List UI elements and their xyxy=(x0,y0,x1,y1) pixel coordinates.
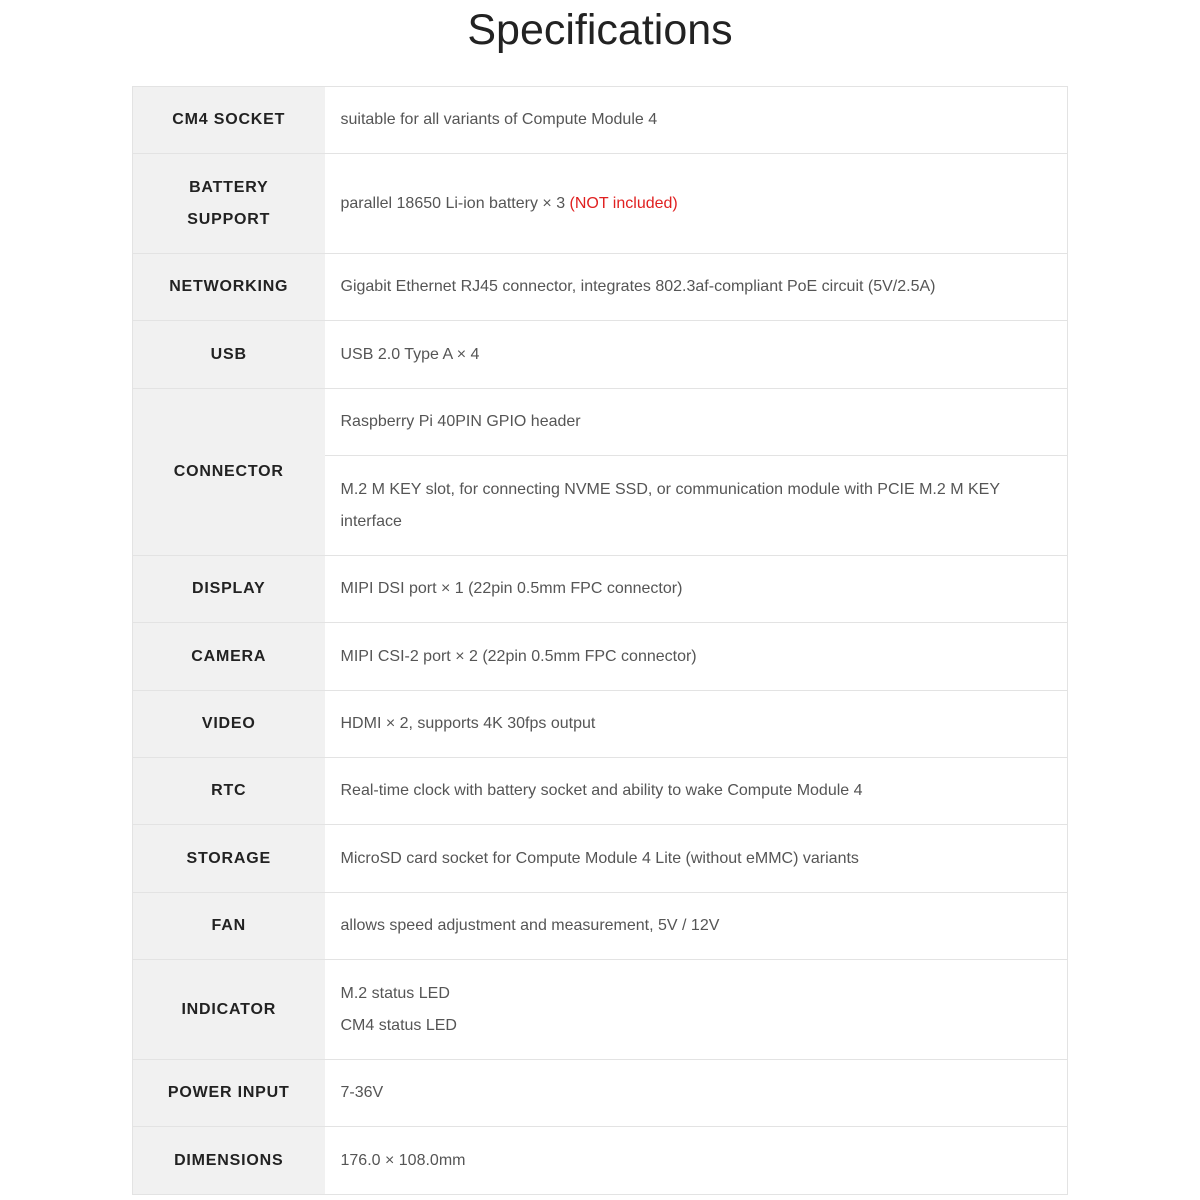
row-value xyxy=(325,154,1068,254)
page-title: Specifications xyxy=(467,6,733,54)
row-label: CM4 SOCKET xyxy=(133,87,325,154)
row-label: CAMERA xyxy=(133,623,325,691)
table-row xyxy=(133,389,1068,456)
row-value: MicroSD card socket for Compute Module 4 Lite (without eMMC) variants xyxy=(325,825,1068,893)
table-row xyxy=(133,960,1068,1060)
row-value: MIPI DSI port × 1 (22pin 0.5mm FPC connector) xyxy=(325,556,1068,623)
row-label: POWER INPUT xyxy=(133,1060,325,1127)
row-label xyxy=(133,154,325,254)
row-value: 176.0 × 108.0mm xyxy=(325,1127,1068,1195)
row-value: allows speed adjustment and measurement, 5V / 12V xyxy=(325,893,1068,960)
row-label: INDICATOR xyxy=(133,960,325,1060)
table-row xyxy=(133,758,1068,825)
warning-note: (NOT included) xyxy=(569,194,678,212)
row-value: USB 2.0 Type A × 4 xyxy=(325,321,1068,389)
row-label: DIMENSIONS xyxy=(133,1127,325,1195)
table-row xyxy=(133,321,1068,389)
row-value: Gigabit Ethernet RJ45 connector, integrates 802.3af-compliant PoE circuit (5V/2.5A) xyxy=(325,254,1068,321)
table-row xyxy=(133,893,1068,960)
row-value: M.2 M KEY slot, for connecting NVME SSD, or communication module with PCIE M.2 M KEY interface xyxy=(325,456,1068,556)
row-value: MIPI CSI-2 port × 2 (22pin 0.5mm FPC connector) xyxy=(325,623,1068,691)
row-value: Raspberry Pi 40PIN GPIO header xyxy=(325,389,1068,456)
table-row xyxy=(133,556,1068,623)
row-label: DISPLAY xyxy=(133,556,325,623)
row-value: 7-36V xyxy=(325,1060,1068,1127)
row-label: VIDEO xyxy=(133,691,325,758)
row-value xyxy=(325,960,1068,1060)
table-row xyxy=(133,254,1068,321)
table-row xyxy=(133,623,1068,691)
table-row xyxy=(133,87,1068,154)
row-label: USB xyxy=(133,321,325,389)
row-value: suitable for all variants of Compute Module 4 xyxy=(325,87,1068,154)
table-row xyxy=(133,1127,1068,1195)
row-label: FAN xyxy=(133,893,325,960)
spec-table xyxy=(132,86,1068,1195)
row-label: NETWORKING xyxy=(133,254,325,321)
label-line: SUPPORT xyxy=(187,210,271,228)
table-row xyxy=(133,154,1068,254)
row-label: STORAGE xyxy=(133,825,325,893)
table-row xyxy=(133,691,1068,758)
row-value: Real-time clock with battery socket and ability to wake Compute Module 4 xyxy=(325,758,1068,825)
value-line: CM4 status LED xyxy=(340,1016,457,1034)
table-row xyxy=(133,825,1068,893)
value-line: M.2 status LED xyxy=(340,984,450,1002)
table-row xyxy=(133,1060,1068,1127)
row-label: RTC xyxy=(133,758,325,825)
row-label: CONNECTOR xyxy=(133,389,325,556)
row-value: HDMI × 2, supports 4K 30fps output xyxy=(325,691,1068,758)
value-text: parallel 18650 Li-ion battery × 3 xyxy=(340,194,566,212)
label-line: BATTERY xyxy=(189,178,269,196)
